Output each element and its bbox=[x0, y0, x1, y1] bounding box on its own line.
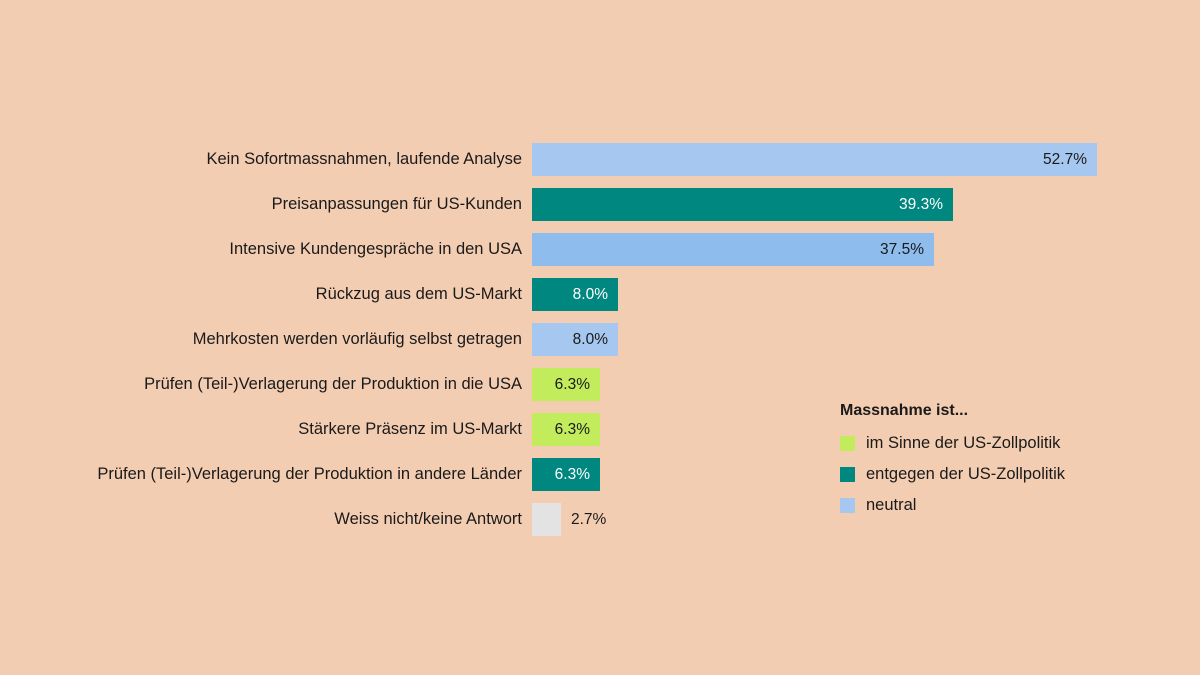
category-label: Rückzug aus dem US-Markt bbox=[315, 285, 522, 304]
legend-item[interactable] bbox=[840, 434, 1140, 453]
category-label: Mehrkosten werden vorläufig selbst getragen bbox=[192, 330, 522, 349]
chart-row bbox=[0, 362, 1200, 407]
bar-value: 52.7% bbox=[1043, 150, 1087, 168]
bar-area bbox=[532, 497, 606, 542]
category-label: Weiss nicht/keine Antwort bbox=[334, 510, 522, 529]
legend-item[interactable] bbox=[840, 465, 1140, 484]
legend-label: entgegen der US-Zollpolitik bbox=[866, 465, 1066, 483]
bar-area bbox=[532, 137, 1097, 182]
bar[interactable] bbox=[532, 413, 600, 446]
chart-row bbox=[0, 272, 1200, 317]
bar-area bbox=[532, 272, 618, 317]
bar-value: 2.7% bbox=[571, 510, 607, 528]
category-label: Prüfen (Teil-)Verlagerung der Produktion in die USA bbox=[144, 375, 522, 394]
category-label: Stärkere Präsenz im US-Markt bbox=[298, 420, 522, 439]
bar-value: 6.3% bbox=[554, 420, 590, 438]
legend-swatch-icon bbox=[840, 436, 855, 451]
bar-value: 39.3% bbox=[899, 195, 943, 213]
chart-row bbox=[0, 317, 1200, 362]
legend-swatch-icon bbox=[840, 467, 855, 482]
bar-area bbox=[532, 182, 953, 227]
legend-item[interactable] bbox=[840, 496, 1140, 515]
bar[interactable] bbox=[532, 278, 618, 311]
category-label: Preisanpassungen für US-Kunden bbox=[271, 195, 522, 214]
category-label: Kein Sofortmassnahmen, laufende Analyse bbox=[206, 150, 522, 169]
chart-row bbox=[0, 137, 1200, 182]
bar-area bbox=[532, 227, 934, 272]
bar-value: 6.3% bbox=[554, 465, 590, 483]
legend-swatch-icon bbox=[840, 498, 855, 513]
bar-area bbox=[532, 317, 618, 362]
bar-area bbox=[532, 407, 600, 452]
category-label: Intensive Kundengespräche in den USA bbox=[229, 240, 522, 259]
bar[interactable] bbox=[532, 503, 561, 536]
bar[interactable] bbox=[532, 233, 934, 266]
bar[interactable] bbox=[532, 323, 618, 356]
bar[interactable] bbox=[532, 143, 1097, 176]
bar-area bbox=[532, 452, 600, 497]
bar-area bbox=[532, 362, 600, 407]
bar[interactable] bbox=[532, 458, 600, 491]
legend-label: im Sinne der US-Zollpolitik bbox=[866, 434, 1061, 452]
bar-value: 6.3% bbox=[554, 375, 590, 393]
chart-row bbox=[0, 227, 1200, 272]
bar-value: 8.0% bbox=[572, 285, 608, 303]
category-label: Prüfen (Teil-)Verlagerung der Produktion in andere Länder bbox=[97, 465, 522, 484]
bar-value: 37.5% bbox=[880, 240, 924, 258]
legend-label: neutral bbox=[866, 496, 917, 514]
chart-row bbox=[0, 182, 1200, 227]
chart-legend bbox=[840, 402, 1140, 527]
legend-title: Massnahme ist... bbox=[840, 402, 969, 419]
bar-value: 8.0% bbox=[572, 330, 608, 348]
bar[interactable] bbox=[532, 368, 600, 401]
bar[interactable] bbox=[532, 188, 953, 221]
